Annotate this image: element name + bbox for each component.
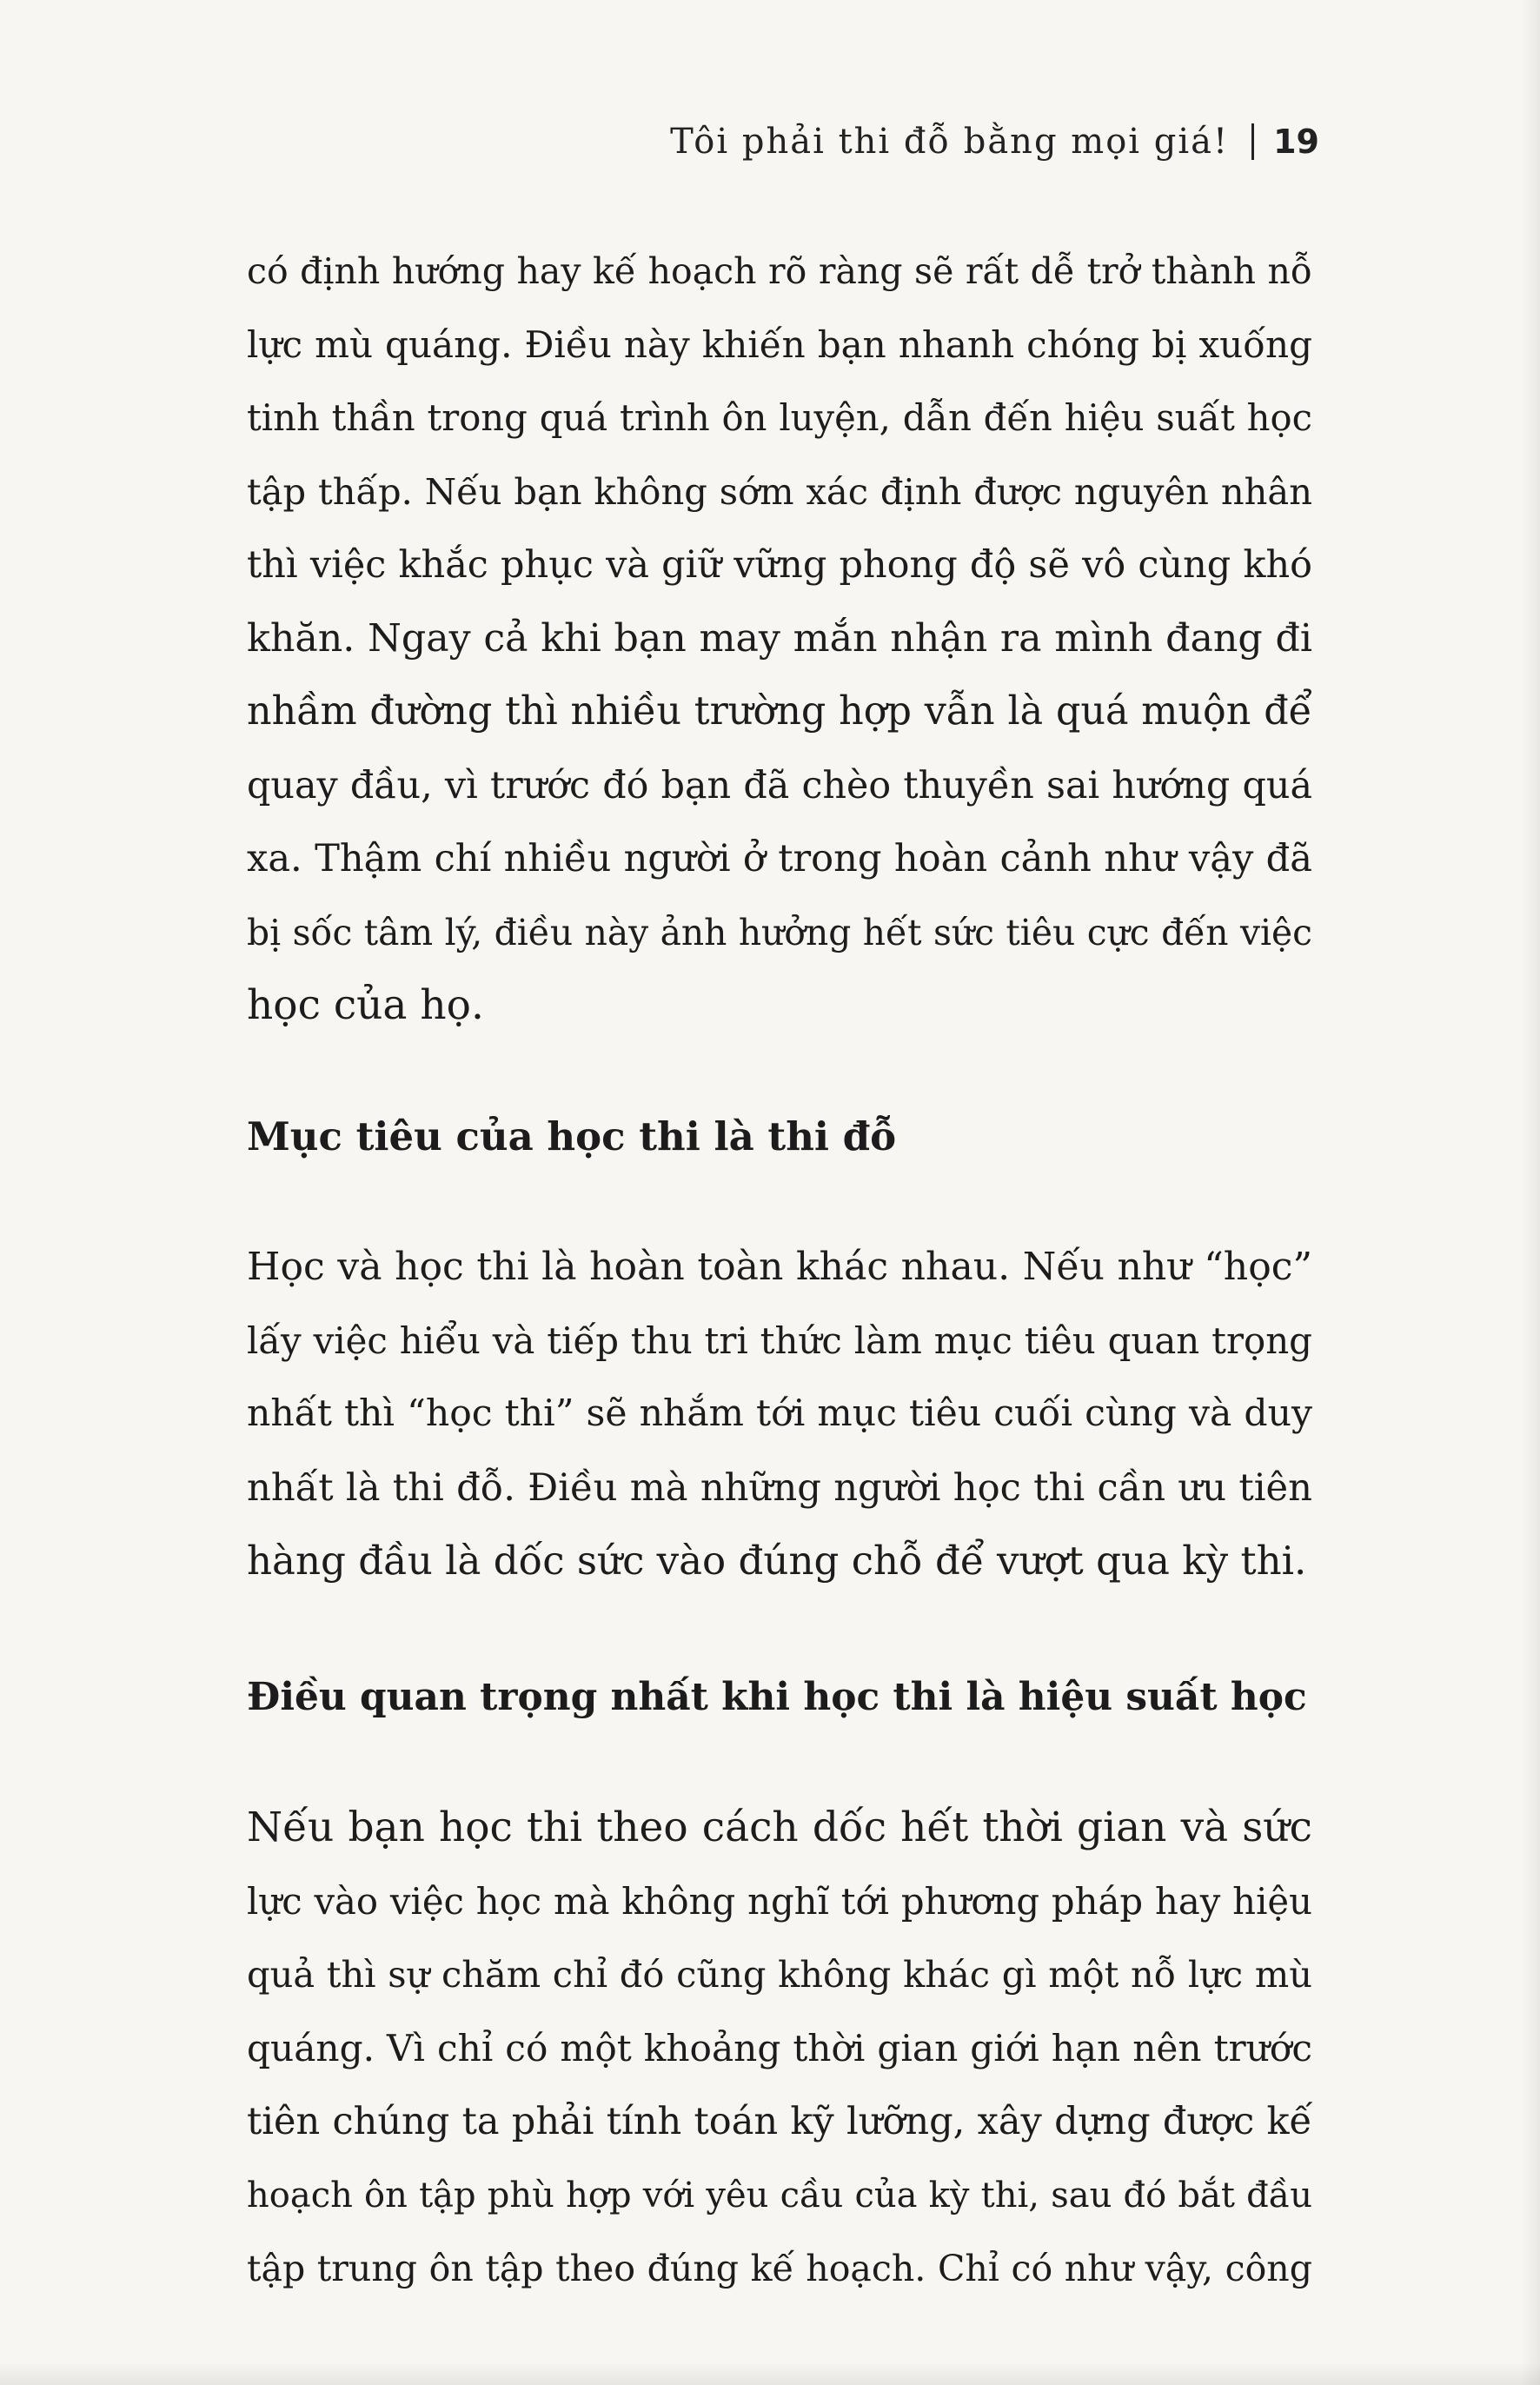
text-line: Học và học thi là hoàn toàn khác nhau. Nếu như “học”	[247, 1245, 1312, 1289]
text-line: thì việc khắc phục và giữ vững phong độ sẽ vô cùng khó	[247, 543, 1312, 587]
text-line: quay đầu, vì trước đó bạn đã chèo thuyền sai hướng quá	[247, 763, 1312, 807]
section-heading-1: Mục tiêu của học thi là thi đỗ	[247, 1113, 897, 1159]
text-line: lấy việc hiểu và tiếp thu tri thức làm mục tiêu quan trọng	[247, 1319, 1312, 1362]
paragraph-3	[247, 1791, 1312, 2306]
page-bottom-shadow	[0, 2362, 1540, 2385]
text-line: lực mù quáng. Điều này khiến bạn nhanh chóng bị xuống	[247, 322, 1312, 366]
text-line: hàng đầu là dốc sức vào đúng chỗ để vượt qua kỳ thi.	[247, 1538, 1307, 1584]
text-line: hoạch ôn tập phù hợp với yêu cầu của kỳ thi, sau đó bắt đầu	[247, 2175, 1312, 2216]
text-line: quáng. Vì chỉ có một khoảng thời gian giới hạn nên trước	[247, 2026, 1312, 2069]
text-line: học của họ.	[247, 981, 484, 1029]
text-line: có định hướng hay kế hoạch rõ ràng sẽ rất dễ trở thành nỗ	[247, 250, 1312, 292]
text-line: tinh thần trong quá trình ôn luyện, dẫn đến hiệu suất học	[247, 396, 1312, 439]
body-text	[247, 235, 1312, 2306]
paragraph-2	[247, 1231, 1312, 1598]
text-line: quả thì sự chăm chỉ đó cũng không khác gì một nỗ lực mù	[247, 1953, 1312, 1996]
text-line: nhất là thi đỗ. Điều mà những người học thi cần ưu tiên	[247, 1465, 1312, 1510]
text-line: tập trung ôn tập theo đúng kế hoạch. Chỉ có như vậy, công	[247, 2248, 1312, 2289]
chapter-title: Tôi phải thi đỗ bằng mọi giá!	[670, 122, 1230, 162]
text-line: tiên chúng ta phải tính toán kỹ lưỡng, xây dựng được kế	[247, 2100, 1312, 2143]
text-line: xa. Thậm chí nhiều người ở trong hoàn cảnh như vậy đã	[247, 837, 1312, 880]
text-line: tập thấp. Nếu bạn không sớm xác định được nguyên nhân	[247, 469, 1312, 513]
page-number: 19	[1273, 123, 1319, 161]
text-line: nhất thì “học thi” sẽ nhắm tới mục tiêu cuối cùng và duy	[247, 1392, 1312, 1435]
text-line: nhầm đường thì nhiều trường hợp vẫn là quá muộn để	[247, 689, 1312, 734]
running-header	[670, 122, 1319, 162]
text-line: bị sốc tâm lý, điều này ảnh hưởng hết sức tiêu cực đến việc	[247, 911, 1312, 953]
text-line: Nếu bạn học thi theo cách dốc hết thời gian và sức	[247, 1804, 1312, 1851]
paragraph-1	[247, 235, 1312, 1043]
text-line: lực vào việc học mà không nghĩ tới phương pháp hay hiệu	[247, 1879, 1312, 1923]
section-heading-2: Điều quan trọng nhất khi học thi là hiệu suất học	[247, 1674, 1307, 1719]
header-separator	[1251, 123, 1254, 160]
page-edge-shadow	[1521, 0, 1540, 2385]
text-line: khăn. Ngay cả khi bạn may mắn nhận ra mình đang đi	[247, 615, 1312, 661]
